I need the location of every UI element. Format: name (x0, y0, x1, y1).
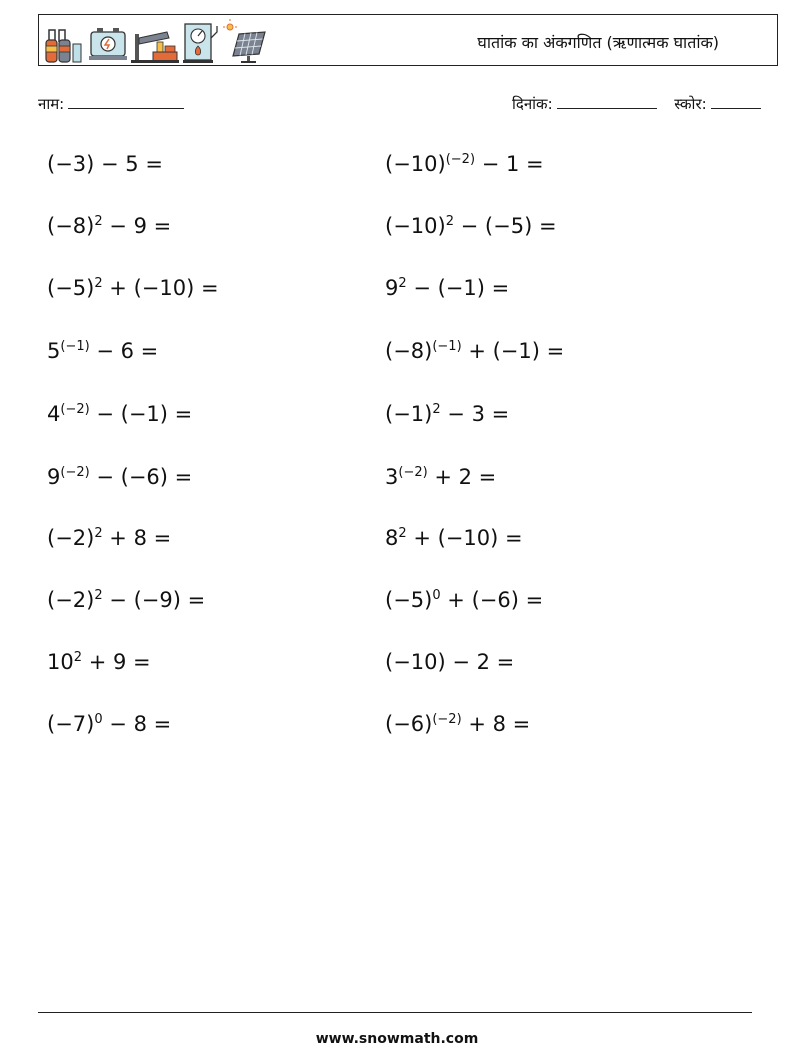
oil-pump-icon (131, 32, 179, 63)
problem-item: $10^2 + 9$ = (47, 650, 151, 674)
problem-item: $(-5)^2 + (-10)$ = (47, 276, 219, 300)
problem-item: $(-2)^2 - (-9)$ = (47, 588, 206, 612)
problem-item: $9^{(-2)} - (-6)$ = (47, 465, 193, 489)
problem-item: $(-8)^{(-1)} + (-1)$ = (385, 339, 565, 363)
problem-item: (−10) − 2 = (385, 650, 515, 674)
name-label: नाम: (38, 95, 65, 113)
problem-item: $9^2 - (-1)$ = (385, 276, 510, 300)
problem-item: $(-5)^0 + (-6)$ = (385, 588, 544, 612)
name-blank (68, 94, 184, 109)
problem-item: $5^{(-1)} - 6$ = (47, 339, 159, 363)
gas-cylinders-icon (46, 30, 81, 62)
name-field (38, 94, 184, 114)
problem-item: $(-6)^{(-2)} + 8$ = (385, 712, 531, 736)
problem-item: $(-10)^2 - (-5)$ = (385, 214, 557, 238)
footer-url: www.snowmath.com (315, 1031, 479, 1047)
problem-item: $(-8)^2 - 9$ = (47, 214, 172, 238)
battery-icon (89, 28, 127, 60)
problem-item: $(-1)^2 - 3$ = (385, 402, 510, 426)
problem-item: $3^{(-2)} + 2$ = (385, 465, 497, 489)
problem-item: $(-7)^0 - 8$ = (47, 712, 172, 736)
footer-divider (38, 1012, 752, 1013)
date-score-fields (512, 94, 761, 114)
power-station-icon (183, 24, 217, 63)
date-label: दिनांक: (512, 95, 553, 113)
problem-item: $(-2)^2 + 8$ = (47, 526, 172, 550)
date-blank (557, 94, 657, 109)
solar-panel-icon (223, 19, 265, 63)
score-label: स्कोर: (674, 95, 707, 113)
header-icon-strip (43, 18, 273, 64)
score-blank (711, 94, 761, 109)
problem-item: $8^2 + (-10)$ = (385, 526, 523, 550)
header-box (38, 14, 778, 66)
problem-item: (−3) − 5 = (47, 152, 163, 176)
problem-item: $4^{(-2)} - (-1)$ = (47, 402, 193, 426)
problem-item: $(-10)^{(-2)} - 1$ = (385, 152, 544, 176)
worksheet-title: घातांक का अंकगणित (ऋणात्मक घातांक) (477, 33, 719, 52)
